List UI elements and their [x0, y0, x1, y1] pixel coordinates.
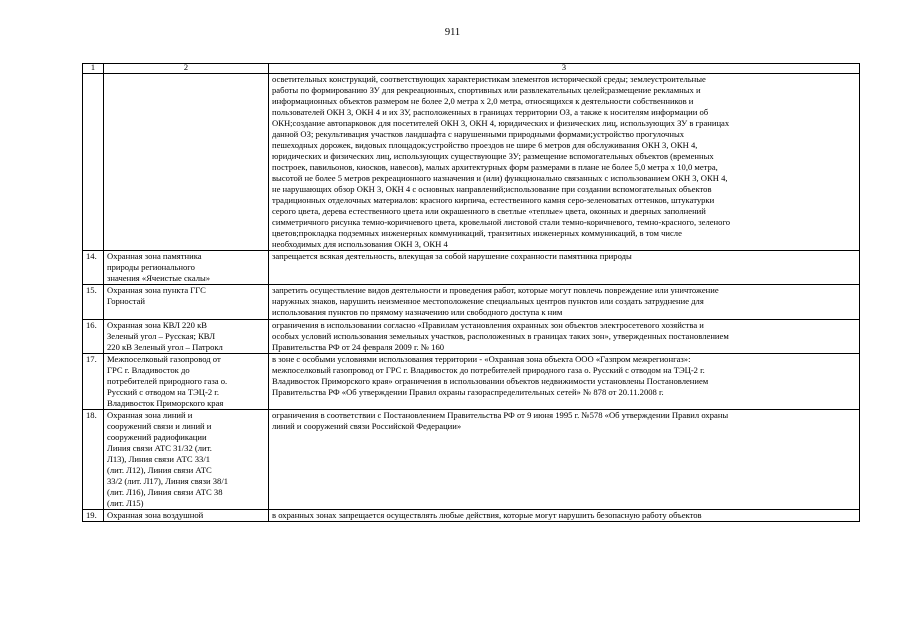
- header-col-2: 2: [104, 64, 269, 74]
- zone-name: [104, 319, 269, 353]
- zone-name-line: Охранная зона пункта ГГС: [107, 285, 206, 296]
- restriction-text: [269, 510, 860, 522]
- zone-name-line: (лит. Л16), Линия связи АТС 38: [107, 487, 223, 498]
- zone-name-line: (лит. Л15): [107, 498, 144, 509]
- restriction-text-line: цветов;прокладка подземных инженерных коммуникаций, транзитных инженерных коммуникаций, в том числе: [272, 228, 682, 239]
- restriction-text-line: пользователей ОКН 3, ОКН 4 и их ЗУ, расположенных в границах территории ОЗ, а также к носителям информации об: [272, 106, 709, 117]
- restriction-text-line: не нарушающих обзор ОКН 3, ОКН 4 с основных направлений;использование при создании вспомогательных объектов: [272, 183, 712, 194]
- restriction-text: [269, 73, 860, 251]
- zone-name-line: Зеленый угол – Русская; КВЛ: [107, 330, 216, 341]
- zone-name-line: сооружений связи и линий и: [107, 420, 212, 431]
- table-row: [83, 353, 860, 409]
- zone-name-line: Владивосток Приморского края: [107, 397, 224, 408]
- row-number: [83, 73, 104, 251]
- row-number: 16.: [83, 319, 104, 353]
- zone-name-line: ГРС г. Владивосток до: [107, 364, 190, 375]
- restriction-text-line: серого цвета, дерева естественного цвета или окрашенного в светлые «теплые» цвета, оконных и дверных заполнений: [272, 206, 706, 217]
- restriction-text-line: наружных знаков, нарушить неизменное местоположение специальных центров пунктов или создать затруднение для: [272, 296, 704, 307]
- restriction-text-line: линий и сооружений связи Российской Федерации»: [272, 420, 462, 431]
- zone-name: [104, 73, 269, 251]
- table-header-row: [83, 64, 860, 74]
- page-number: 911: [444, 27, 461, 38]
- restriction-text-line: Правительства РФ от 24 февраля 2009 г. № 160: [272, 341, 445, 352]
- restriction-text-line: данной ОЗ; рекультивация участков ландшафта с нарушенными природными формами;устройство прогулочных: [272, 128, 685, 139]
- zone-name-line: Русский с отводом на ТЭЦ-2 г.: [107, 386, 219, 397]
- restriction-text-line: необходимых для использования ОКН 3, ОКН 4: [272, 239, 448, 250]
- row-number: 17.: [83, 353, 104, 409]
- restriction-text-line: межпоселковый газопровод от ГРС г. Владивосток до потребителей природного газа о. Русский с отводом на ТЭЦ-2 г.: [272, 364, 705, 375]
- restriction-text-line: в охранных зонах запрещается осуществлять любые действия, которые могут нарушить безопасную работу объектов: [272, 510, 702, 521]
- zone-name-line: Горностай: [107, 296, 146, 307]
- row-number: 18.: [83, 409, 104, 509]
- restriction-text: [269, 353, 860, 409]
- table-row: [83, 319, 860, 353]
- table-row: [83, 409, 860, 509]
- restriction-text-line: работы по формированию ЗУ для рекреационных, спортивных или развлекательных целей;размещение рекламных и: [272, 84, 701, 95]
- table-row: [83, 510, 860, 522]
- zone-name-line: Охранная зона линий и: [107, 409, 193, 420]
- zone-name: [104, 285, 269, 319]
- zone-name-line: природы регионального: [107, 262, 195, 273]
- restriction-text-line: ОКН;создание автопарковок для посетителей ОКН 3, ОКН 4, юридических и физических лиц, использующих ЗУ в границах: [272, 117, 730, 128]
- table-row: [83, 285, 860, 319]
- restriction-text-line: юридических и физических лиц, использующих существующие ЗУ; размещение вспомогательных объектов (временных: [272, 150, 714, 161]
- zone-name-line: Охранная зона воздушной: [107, 510, 204, 521]
- zone-name: [104, 510, 269, 522]
- row-number: 19.: [83, 510, 104, 522]
- zone-name-line: значения «Ячеистые скалы»: [107, 273, 211, 284]
- zone-name-line: (лит. Л12), Линия связи АТС: [107, 465, 212, 476]
- zone-name: [104, 251, 269, 285]
- zone-name-line: потребителей природного газа о.: [107, 375, 228, 386]
- restriction-text-line: ограничения в соответствии с Постановлением Правительства РФ от 9 июня 1995 г. №578 «Об утверждении Правил охраны: [272, 409, 729, 420]
- restriction-text-line: в зоне с особыми условиями использования территории - «Охранная зона объекта ООО «Газпром межрегионгаз»:: [272, 353, 691, 364]
- zone-name-line: Линия связи АТС 31/32 (лит.: [107, 443, 212, 454]
- restriction-text: [269, 285, 860, 319]
- restriction-text-line: высотой не более 5 метров рекреационного назначения и (или) функционально связанных с использованием ОКН 3, ОКН 4,: [272, 172, 728, 183]
- row-number: 14.: [83, 251, 104, 285]
- restriction-text-line: информационных объектов размером не более 2,0 метра х 2,0 метра, относящихся к деятельности собственников и: [272, 95, 694, 106]
- zone-name-line: 220 кВ Зеленый угол – Патрокл: [107, 341, 223, 352]
- restriction-text-line: использования пунктов по прямому назначению или свободного доступа к ним: [272, 307, 563, 318]
- zone-name-line: Межпоселковый газопровод от: [107, 353, 221, 364]
- zone-name: [104, 353, 269, 409]
- header-col-1: 1: [83, 64, 104, 74]
- restriction-text-line: особых условий использования земельных участков, расположенных в границах таких зон», утвержденных постановлением: [272, 330, 729, 341]
- restriction-text-line: традиционных отделочных материалов: красного кирпича, естественного камня серо-зеленоватых оттенков, штукатурки: [272, 195, 715, 206]
- zone-name-line: сооружений радиофикации: [107, 432, 207, 442]
- table-row: [83, 73, 860, 251]
- restriction-text-line: симметричного рисунка темно-коричневого цвета, кровельной листовой стали темно-коричневого, темно-красного, зеленого: [272, 217, 731, 228]
- restriction-text-line: построек, павильонов, киосков, навесов), малых архитектурных форм размерами в плане не более 5,0 метра х 10,0 метра,: [272, 161, 718, 172]
- restriction-text-line: запретить осуществление видов деятельности и проведения работ, которые могут повлечь повреждение или уничтожение: [272, 285, 719, 296]
- restrictions-table: [82, 63, 860, 522]
- table-row: [83, 251, 860, 285]
- zone-name: [104, 409, 269, 509]
- zone-name-line: Л13), Линия связи АТС 33/1: [107, 454, 211, 465]
- restriction-text-line: Владивосток Приморского края» ограничения в использовании объектов недвижимости установлены Постановлением: [272, 375, 709, 386]
- restriction-text-line: осветительных конструкций, соответствующих характеристикам элементов исторической среды; землеустроительные: [272, 73, 706, 84]
- restriction-text: [269, 251, 860, 285]
- restriction-text: [269, 319, 860, 353]
- restriction-text-line: Правительства РФ «Об утверждении Правил охраны газораспределительных сетей» № 878 от 20.11.2008 г.: [272, 386, 664, 397]
- header-col-3: 3: [269, 64, 860, 74]
- restriction-text-line: ограничения в использовании согласно «Правилам установления охранных зон объектов электросетевого хозяйства и: [272, 319, 704, 330]
- zone-name-line: Охранная зона КВЛ 220 кВ: [107, 319, 207, 330]
- zone-name-line: Охранная зона памятника: [107, 251, 202, 262]
- restriction-text: [269, 409, 860, 509]
- zone-name-line: 33/2 (лит. Л17), Линия связи 38/1: [107, 476, 229, 487]
- restriction-text-line: пешеходных дорожек, видовых площадок;устройство проездов не шире 6 метров для обслуживания ОКН 3, ОКН 4,: [272, 139, 698, 150]
- row-number: 15.: [83, 285, 104, 319]
- restriction-text-line: запрещается всякая деятельность, влекущая за собой нарушение сохранности памятника природы: [272, 251, 632, 262]
